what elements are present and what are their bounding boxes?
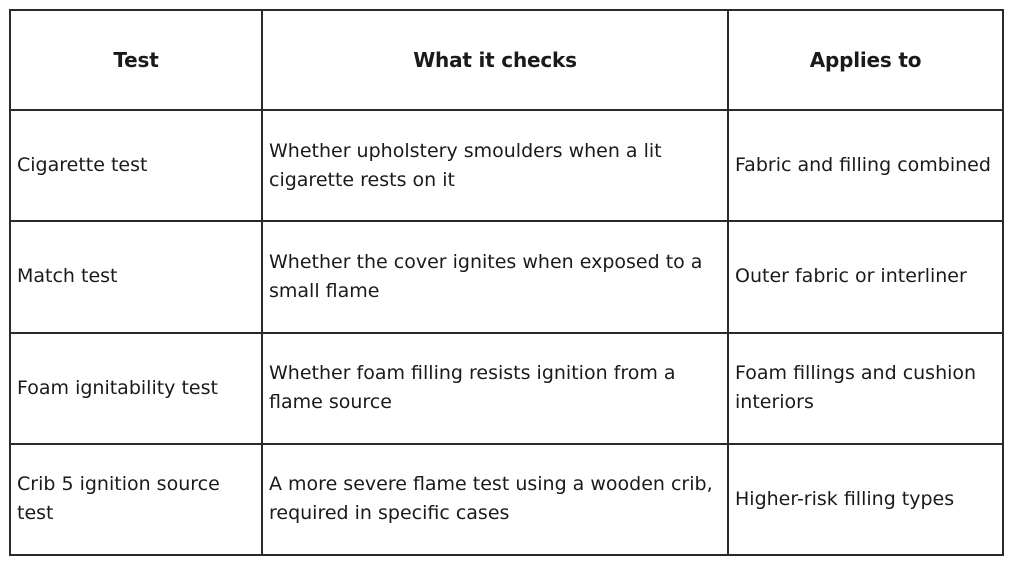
table-row <box>10 333 1003 444</box>
cell-applies-to: Fabric and filling combined <box>728 110 1003 221</box>
header-what-it-checks: What it checks <box>262 10 728 110</box>
table-row <box>10 444 1003 555</box>
table-row <box>10 110 1003 221</box>
header-applies-to: Applies to <box>728 10 1003 110</box>
table-row <box>10 221 1003 332</box>
cell-applies-to: Outer fabric or interliner <box>728 221 1003 332</box>
cell-what-it-checks: A more severe flame test using a wooden crib, required in specific cases <box>262 444 728 555</box>
cell-what-it-checks: Whether upholstery smoulders when a lit cigarette rests on it <box>262 110 728 221</box>
cell-applies-to: Foam fillings and cushion interiors <box>728 333 1003 444</box>
table-header-row <box>10 10 1003 110</box>
cell-what-it-checks: Whether foam filling resists ignition from a flame source <box>262 333 728 444</box>
fire-tests-table <box>9 9 1004 556</box>
cell-what-it-checks: Whether the cover ignites when exposed to a small flame <box>262 221 728 332</box>
header-test: Test <box>10 10 262 110</box>
cell-applies-to: Higher-risk filling types <box>728 444 1003 555</box>
cell-test: Match test <box>10 221 262 332</box>
cell-test: Cigarette test <box>10 110 262 221</box>
cell-test: Crib 5 ignition source test <box>10 444 262 555</box>
cell-test: Foam ignitability test <box>10 333 262 444</box>
